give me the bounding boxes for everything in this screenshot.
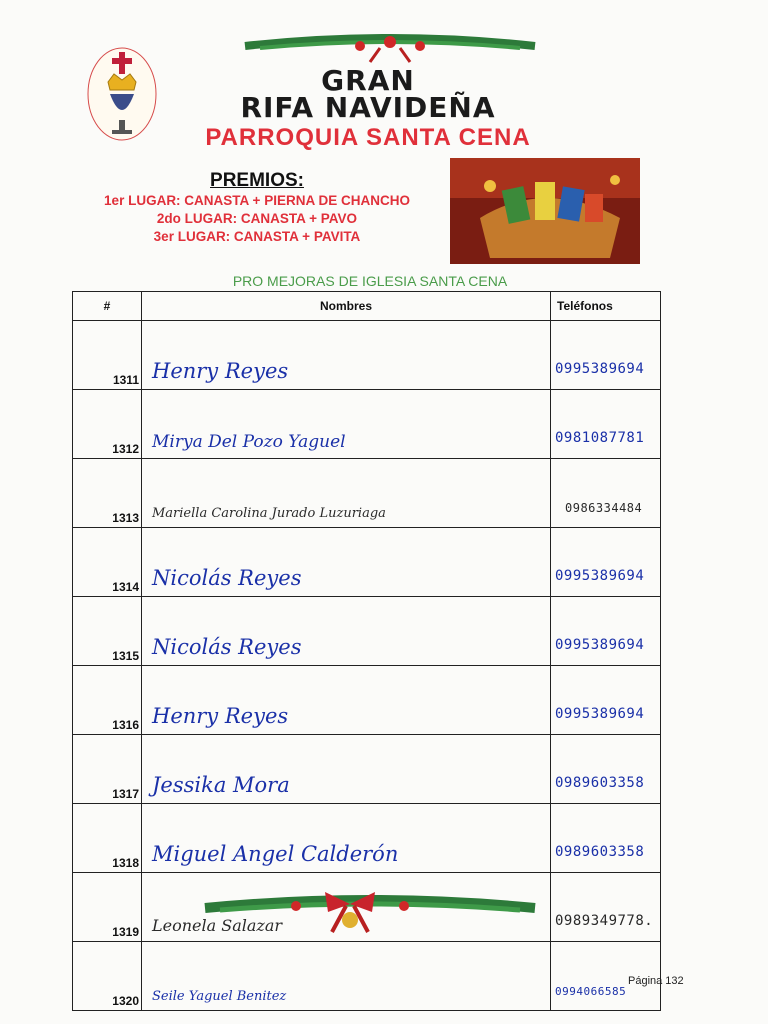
- table-row: [73, 459, 661, 528]
- ticket-number: 1317: [73, 735, 142, 804]
- buyer-phone: 0989349778.: [551, 873, 661, 942]
- parish-name: PARROQUIA SANTA CENA: [205, 124, 531, 151]
- buyer-phone: 0989603358: [551, 804, 661, 873]
- buyer-phone: 0989603358: [551, 735, 661, 804]
- title-rifa: RIFA NAVIDEÑA: [240, 91, 496, 124]
- buyer-phone: 0995389694: [551, 528, 661, 597]
- buyer-phone: 0994066585: [551, 942, 661, 1011]
- title-gran: GRAN: [321, 64, 415, 97]
- buyer-name: Nicolás Reyes: [142, 528, 551, 597]
- ticket-number: 1314: [73, 528, 142, 597]
- buyer-name: Jessika Mora: [142, 735, 551, 804]
- table-row: [73, 804, 661, 873]
- buyer-name: Mirya Del Pozo Yaguel: [142, 390, 551, 459]
- gift-basket-photo: [450, 158, 640, 264]
- ticket-number: 1315: [73, 597, 142, 666]
- page-number: Página 132: [628, 975, 684, 987]
- table-row: [73, 321, 661, 390]
- prize-first: 1er LUGAR: CANASTA + PIERNA DE CHANCHO: [104, 193, 410, 208]
- col-names-header: Nombres: [142, 292, 551, 321]
- buyer-name: Henry Reyes: [142, 666, 551, 735]
- table-row: [73, 597, 661, 666]
- buyer-name: Seile Yaguel Benitez: [142, 942, 551, 1011]
- purpose-subtitle: PRO MEJORAS DE IGLESIA SANTA CENA: [232, 273, 508, 289]
- christmas-garland-bottom: [200, 882, 540, 940]
- buyer-name: Nicolás Reyes: [142, 597, 551, 666]
- ticket-number: 1311: [73, 321, 142, 390]
- christmas-garland-top: [240, 32, 540, 66]
- parish-logo: [82, 42, 162, 152]
- buyer-name: Henry Reyes: [142, 321, 551, 390]
- table-row: [73, 735, 661, 804]
- buyer-name: Miguel Angel Calderón: [142, 804, 551, 873]
- table-row: [73, 666, 661, 735]
- buyer-phone: 0981087781: [551, 390, 661, 459]
- buyer-phone: 0995389694: [551, 666, 661, 735]
- ticket-number: 1316: [73, 666, 142, 735]
- prizes-heading: PREMIOS:: [210, 170, 304, 191]
- ticket-number: 1320: [73, 942, 142, 1011]
- buyer-phone: 0986334484: [551, 459, 661, 528]
- buyer-phone: 0995389694: [551, 321, 661, 390]
- col-number-header: #: [73, 292, 142, 321]
- prizes-box: [72, 158, 442, 268]
- table-row: [73, 528, 661, 597]
- buyer-phone: 0995389694: [551, 597, 661, 666]
- table-row: [73, 942, 661, 1011]
- buyer-name: Leonela Salazar: [142, 873, 551, 942]
- prize-second: 2do LUGAR: CANASTA + PAVO: [156, 211, 358, 226]
- col-phones-header: Teléfonos: [551, 292, 661, 321]
- ticket-number: 1312: [73, 390, 142, 459]
- table-header-row: [73, 292, 661, 321]
- buyer-name: Mariella Carolina Jurado Luzuriaga: [142, 459, 551, 528]
- ticket-number: 1313: [73, 459, 142, 528]
- prize-third: 3er LUGAR: CANASTA + PAVITA: [153, 229, 361, 244]
- ticket-number: 1319: [73, 873, 142, 942]
- table-row: [73, 390, 661, 459]
- ticket-number: 1318: [73, 804, 142, 873]
